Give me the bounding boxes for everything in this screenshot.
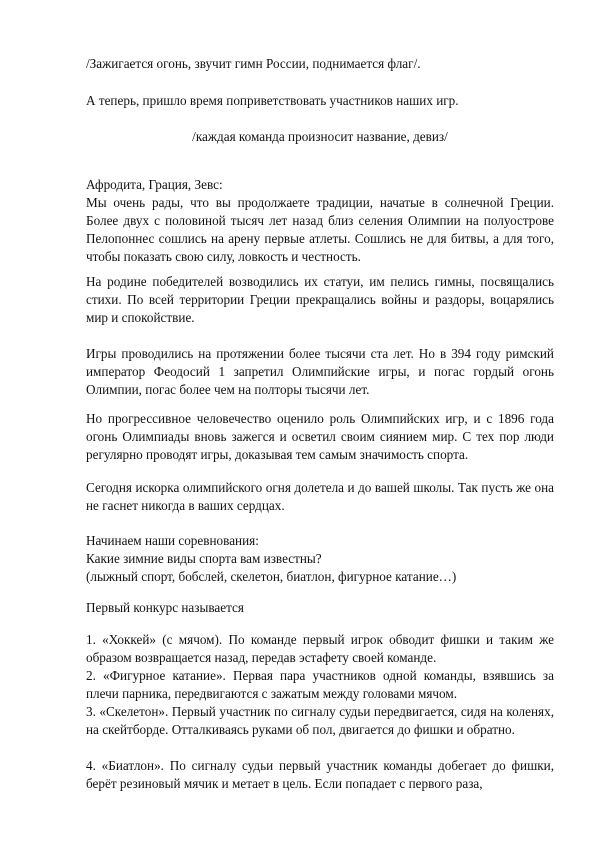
answer-line: (лыжный спорт, бобслей, скелетон, биатлон, фигурное катание…) bbox=[86, 569, 457, 584]
contest-item: 3. «Скелетон». Первый участник по сигналу судьи передвигается, сидя на коленях, на скейтборде. Отталкиваясь руками об пол, двигается до фишки и обратно. bbox=[86, 704, 554, 737]
start-line: Начинаем наши соревнования: bbox=[86, 533, 259, 548]
contest-heading: Первый конкурс называется bbox=[86, 600, 244, 615]
paragraph-statues: На родине победителей возводились их статуи, им пелись гимны, посвящались стихи. По всей территории Греции прекращались войны и раздоры, воцарялись мир и спокойствие. bbox=[86, 274, 554, 325]
paragraph-ban: Игры проводились на протяжении более тысячи ста лет. Но в 394 году римский император Феодосий 1 запретил Олимпийские игры, и погас гордый огонь Олимпии, погас более чем на полторы тысячи лет. bbox=[86, 346, 554, 397]
contest-item: 2. «Фигурное катание». Первая пара участников одной команды, взявшись за плечи парника, передвигаются с зажатым между головами мячом. bbox=[86, 668, 554, 701]
question-line: Какие зимние виды спорта вам известны? bbox=[86, 551, 322, 566]
paragraph-school: Сегодня искорка олимпийского огня долетела и до вашей школы. Так пусть же она не гаснет никогда в ваших сердцах. bbox=[86, 480, 554, 513]
contest-item: 1. «Хоккей» (с мячом). По команде первый игрок обводит фишки и таким же образом возвращается назад, передав эстафету своей команде. bbox=[86, 632, 554, 665]
teams-instruction: /каждая команда произносит название, девиз/ bbox=[192, 129, 448, 144]
contest-item: 4. «Биатлон». По сигналу судьи первый участник команды добегает до фишки, берёт резиновый мячик и метает в цель. Если попадает с первого раза, bbox=[86, 758, 554, 791]
paragraph-greece: Мы очень рады, что вы продолжаете традиции, начатые в солнечной Греции. Более двух с половиной тысяч лет назад близ селения Олимпии на полуострове Пелопоннес сошлись на арену первые атлеты. Сошлись не для битвы, а для того, чтобы показать свою силу, ловкость и честность. bbox=[86, 195, 554, 264]
paragraph-revival: Но прогрессивное человечество оценило роль Олимпийских игр, и с 1896 года огонь Олимпиады вновь зажегся и осветил своим сиянием мир. С тех пор люди регулярно проводят игры, доказывая тем самым значимость спорта. bbox=[86, 411, 554, 462]
flag-line: /Зажигается огонь, звучит гимн России, поднимается флаг/. bbox=[86, 56, 421, 71]
greeting-line: А теперь, пришло время поприветствовать участников наших игр. bbox=[86, 93, 459, 108]
speakers-line: Афродита, Грация, Зевс: bbox=[86, 177, 223, 192]
